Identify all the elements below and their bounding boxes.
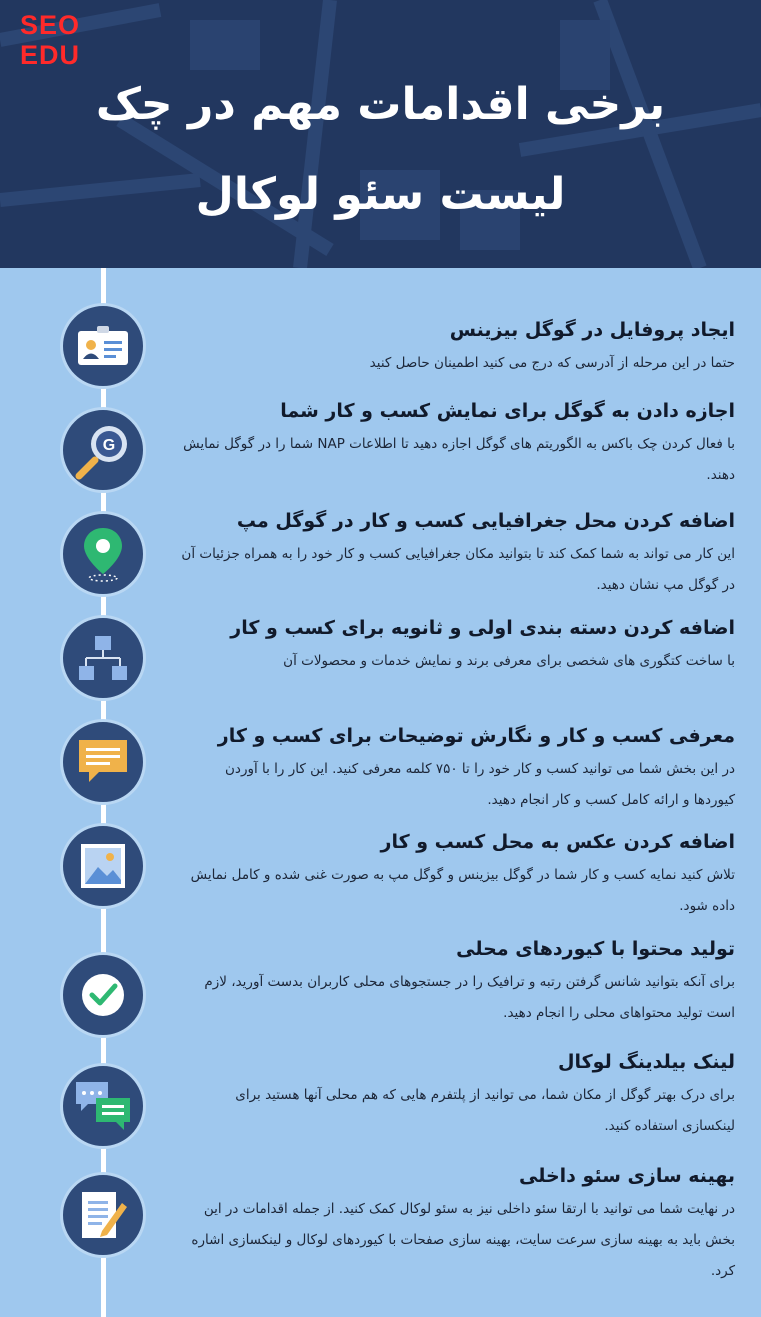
google-magnifier-icon (60, 407, 146, 493)
item-text: تلاش کنید نمایه کسب و کار شما در گوگل بیزینس و گوگل مپ به صورت غنی شده و کامل نمایش داده شود. (190, 867, 735, 914)
title-line-2: لیست سئو لوکال (195, 169, 566, 220)
logo-line-2: EDU (20, 40, 81, 70)
document-pencil-icon (60, 1172, 146, 1258)
page-title (60, 60, 701, 240)
chat-bubbles-icon (60, 1063, 146, 1149)
checklist-item-profile (180, 316, 735, 379)
item-text: برای آنکه بتوانید شانس گرفتن رتبه و ترافیک را در جستجوهای محلی کاربران بدست آورید، لازم است تولید محتواهای محلی را انجام دهید. (204, 974, 735, 1021)
item-heading: اضافه کردن محل جغرافیایی کسب و کار در گوگل مپ (236, 510, 735, 532)
message-icon (60, 719, 146, 805)
checklist-item-onpage-seo (180, 1162, 735, 1287)
item-heading: معرفی کسب و کار و نگارش توضیحات برای کسب و کار (217, 725, 735, 747)
svg-text:G: G (102, 437, 116, 454)
logo-line-1: SEO (20, 10, 81, 40)
item-heading: اضافه کردن عکس به محل کسب و کار (380, 831, 735, 853)
checklist-item-map-location (180, 507, 735, 601)
item-text: با ساخت کتگوری های شخصی برای معرفی برند و نمایش خدمات و محصولات آن (283, 653, 735, 669)
checklist-item-local-links (180, 1048, 735, 1142)
item-heading: ایجاد پروفایل در گوگل بیزینس (449, 319, 735, 341)
checklist-item-allow-google (180, 397, 735, 491)
title-line-1: برخی اقدامات مهم در چک (95, 79, 666, 130)
checklist-item-local-content (180, 935, 735, 1029)
checkmark-icon (60, 952, 146, 1038)
checklist-item-photos (180, 828, 735, 922)
item-heading: اجازه دادن به گوگل برای نمایش کسب و کار شما (280, 400, 735, 422)
map-pin-icon (60, 511, 146, 597)
item-heading: اضافه کردن دسته بندی اولی و ثانویه برای کسب و کار (230, 617, 735, 639)
item-text: حتما در این مرحله از آدرسی که درج می کنید اطمینان حاصل کنید (369, 355, 735, 371)
image-icon (60, 823, 146, 909)
item-heading: تولید محتوا با کیوردهای محلی (456, 938, 735, 960)
item-text: با فعال کردن چک باکس به الگوریتم های گوگل اجازه دهید تا اطلاعات NAP شما را در گوگل نمایش دهند. (183, 436, 735, 483)
hierarchy-icon (60, 615, 146, 701)
item-text: برای درک بهتر گوگل از مکان شما، می توانید از پلتفرم هایی که هم محلی آنها هستید برای لینکسازی استفاده کنید. (235, 1087, 735, 1134)
checklist-item-description (180, 722, 735, 816)
item-text: در نهایت شما می توانید با ارتقا سئو داخلی نیز به سئو لوکال کمک کنید. از جمله اقدامات در این بخش باید به بهینه سازی سرعت سایت، بهینه سازی صفحات با کیوردهای لوکال و لینکسازی اشاره کرد. (191, 1201, 735, 1279)
item-heading: بهینه سازی سئو داخلی (518, 1165, 735, 1187)
header-banner (0, 0, 761, 268)
item-text: در این بخش شما می توانید کسب و کار خود را تا ۷۵۰ کلمه معرفی کنید. این کار را با آوردن کیوردها و ارائه کامل کسب و کار انجام دهید. (225, 761, 735, 808)
item-text: این کار می تواند به شما کمک کند تا بتوانید مکان جغرافیایی کسب و کار خود را به همراه جزئیات آن در گوگل مپ نشان دهید. (181, 546, 735, 593)
id-card-icon (60, 303, 146, 389)
item-heading: لینک بیلدینگ لوکال (557, 1051, 735, 1073)
checklist-item-categories (180, 614, 735, 677)
